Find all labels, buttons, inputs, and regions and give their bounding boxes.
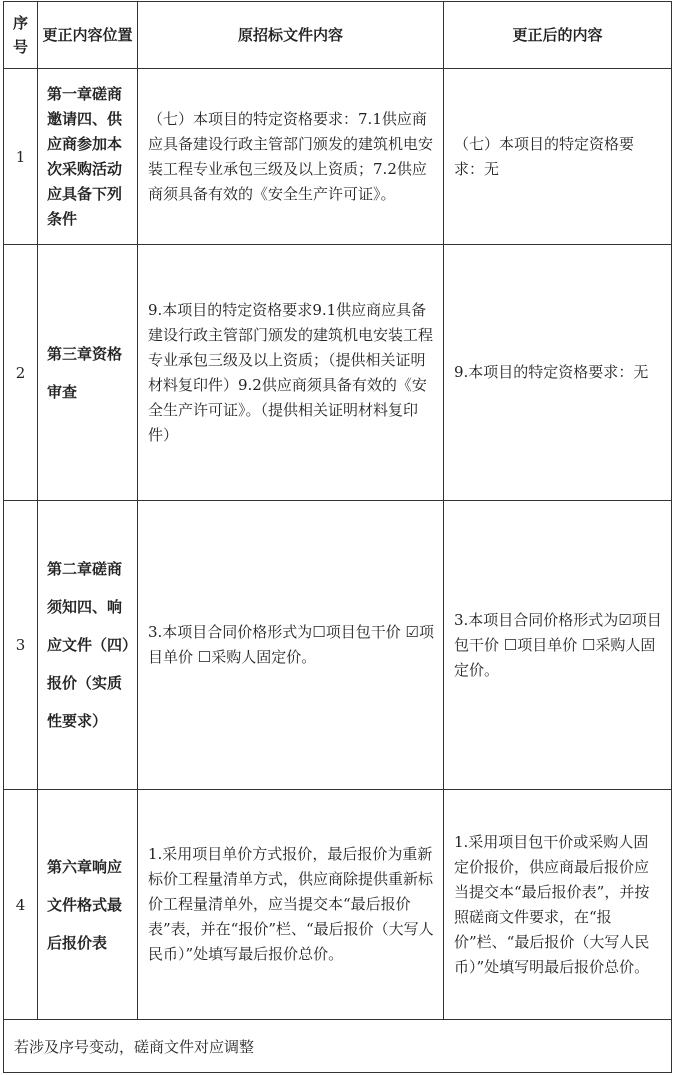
row-original: 1.采用项目单价方式报价，最后报价为重新标价工程量清单方式，供应商除提供重新标价工程量清单外，应当提交本“最后报价表”表，并在“报价”栏、“最后报价（大写人民币）”处填写最后报价总价。 bbox=[138, 790, 444, 1020]
table-row bbox=[4, 501, 672, 790]
row-corrected: （七）本项目的特定资格要求：无 bbox=[444, 69, 672, 245]
footer-row bbox=[4, 1020, 672, 1073]
footer-note: 若涉及序号变动，磋商文件对应调整 bbox=[4, 1020, 672, 1073]
header-num: 序号 bbox=[4, 2, 38, 69]
table-row bbox=[4, 245, 672, 501]
row-location: 第一章磋商邀请四、供应商参加本次采购活动应具备下列条件 bbox=[38, 69, 138, 245]
table-row bbox=[4, 69, 672, 245]
row-location: 第二章磋商须知四、响应文件（四）报价（实质性要求） bbox=[38, 501, 138, 790]
row-location: 第六章响应文件格式最后报价表 bbox=[38, 790, 138, 1020]
row-location: 第三章资格审查 bbox=[38, 245, 138, 501]
row-original: 9.本项目的特定资格要求9.1供应商应具备建设行政主管部门颁发的建筑机电安装工程专业承包三级及以上资质；（提供相关证明材料复印件）9.2供应商须具备有效的《安全生产许可证》。（提供相关证明材料复印件） bbox=[138, 245, 444, 501]
row-corrected: 9.本项目的特定资格要求：无 bbox=[444, 245, 672, 501]
row-corrected: 3.本项目合同价格形式为☑项目包干价 ☐项目单价 ☐采购人固定价。 bbox=[444, 501, 672, 790]
correction-table bbox=[3, 1, 672, 1073]
header-row bbox=[4, 2, 672, 69]
row-original: 3.本项目合同价格形式为☐项目包干价 ☑项目单价 ☐采购人固定价。 bbox=[138, 501, 444, 790]
row-number: 4 bbox=[4, 790, 38, 1020]
table-row bbox=[4, 790, 672, 1020]
row-number: 3 bbox=[4, 501, 38, 790]
row-number: 2 bbox=[4, 245, 38, 501]
header-location: 更正内容位置 bbox=[38, 2, 138, 69]
row-corrected: 1.采用项目包干价或采购人固定价报价，供应商最后报价应当提交本“最后报价表”，并按照磋商文件要求，在“报价”栏、“最后报价（大写人民币）”处填写明最后报价总价。 bbox=[444, 790, 672, 1020]
header-corrected: 更正后的内容 bbox=[444, 2, 672, 69]
row-number: 1 bbox=[4, 69, 38, 245]
header-original: 原招标文件内容 bbox=[138, 2, 444, 69]
row-original: （七）本项目的特定资格要求：7.1供应商应具备建设行政主管部门颁发的建筑机电安装工程专业承包三级及以上资质；7.2供应商须具备有效的《安全生产许可证》。 bbox=[138, 69, 444, 245]
